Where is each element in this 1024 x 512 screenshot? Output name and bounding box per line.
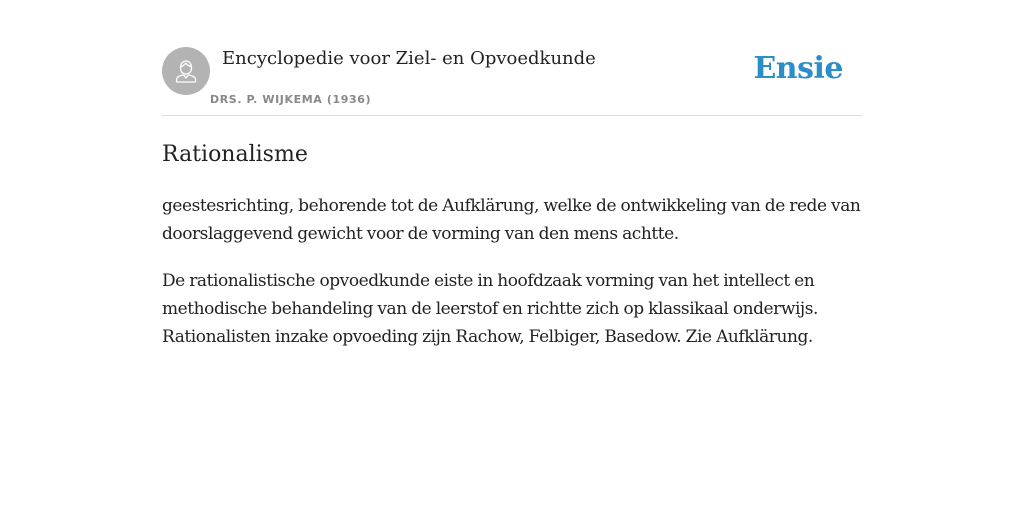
work-title[interactable]: Encyclopedie voor Ziel- en Opvoedkunde bbox=[222, 48, 596, 69]
entry-paragraph: geestesrichting, behorende tot de Aufklärung, welke de ontwikkeling van de rede van doorslaggevend gewicht voor de vorming van den mens achtte. bbox=[162, 196, 861, 244]
author-name[interactable]: DRS. P. WIJKEMA (1936) bbox=[210, 93, 372, 106]
user-icon bbox=[172, 57, 200, 85]
entry-title: Rationalisme bbox=[162, 142, 308, 167]
ensie-logo[interactable]: Ensie bbox=[753, 51, 843, 86]
article-header bbox=[162, 0, 862, 116]
entry-paragraph: De rationalistische opvoedkunde eiste in hoofdzaak vorming van het intellect en methodische behandeling van de leerstof en richtte zich op klassikaal onderwijs. Rationalisten inzake opvoeding zijn Rachow, Felbiger, Basedow. Zie Aufklärung. bbox=[162, 271, 818, 347]
article-page bbox=[162, 0, 862, 347]
author-avatar[interactable] bbox=[162, 47, 210, 95]
entry-body bbox=[162, 192, 862, 370]
